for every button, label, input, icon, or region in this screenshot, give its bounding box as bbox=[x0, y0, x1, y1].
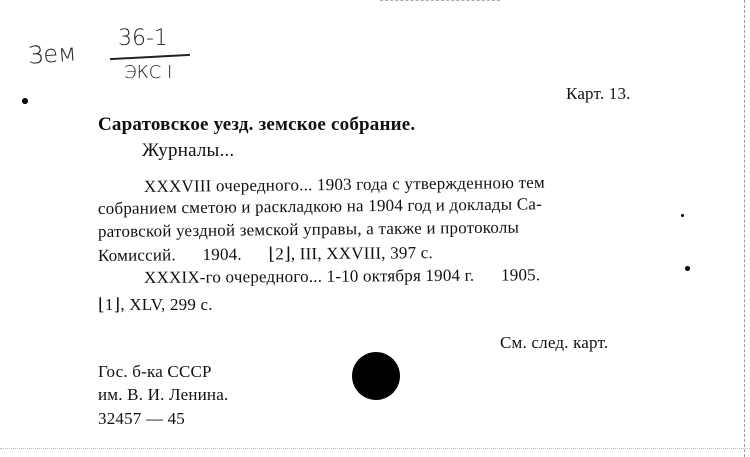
see-next-card: См. след. карт. bbox=[500, 333, 609, 352]
body-line-1: XXXVIII очередного... 1903 года с утвержденною тем bbox=[143, 172, 545, 196]
body-line-5: XXXIX-го очередного... 1-10 октября 1904 г. 1905. bbox=[143, 265, 541, 287]
handwritten-numerator: 36-1 bbox=[118, 26, 168, 51]
handwritten-denominator: ЭКС I bbox=[124, 62, 173, 83]
bullet-dot-right-2 bbox=[685, 266, 690, 271]
bullet-dot-left bbox=[22, 98, 28, 104]
body-line-4: Комиссий. 1904. ⌊2⌋, III, XXVIII, 397 с. bbox=[97, 243, 433, 265]
library-line-2: им. В. И. Ленина. bbox=[98, 385, 229, 404]
bottom-edge-artifact bbox=[0, 448, 750, 450]
fraction-line bbox=[110, 54, 190, 60]
entry-title: Саратовское уезд. земское собрание. bbox=[98, 114, 416, 135]
body-line-3: ратовской уездной земской управы, а также и протоколы bbox=[97, 217, 520, 241]
top-border-line bbox=[380, 0, 500, 2]
body-line-6: ⌊1⌋, XLV, 299 с. bbox=[98, 295, 213, 314]
body-line-2: собранием сметою и раскладкою на 1904 год и доклады Са- bbox=[97, 194, 543, 218]
bullet-dot-right-1 bbox=[681, 214, 684, 217]
right-border-line bbox=[744, 0, 746, 457]
handwritten-prefix: Зем bbox=[27, 38, 78, 70]
card-number: Карт. 13. bbox=[566, 84, 631, 103]
library-line-1: Гос. б-ка СССР bbox=[98, 362, 212, 381]
entry-subtitle: Журналы... bbox=[142, 140, 235, 161]
library-line-3: 32457 — 45 bbox=[98, 409, 185, 428]
punch-hole bbox=[352, 352, 400, 400]
